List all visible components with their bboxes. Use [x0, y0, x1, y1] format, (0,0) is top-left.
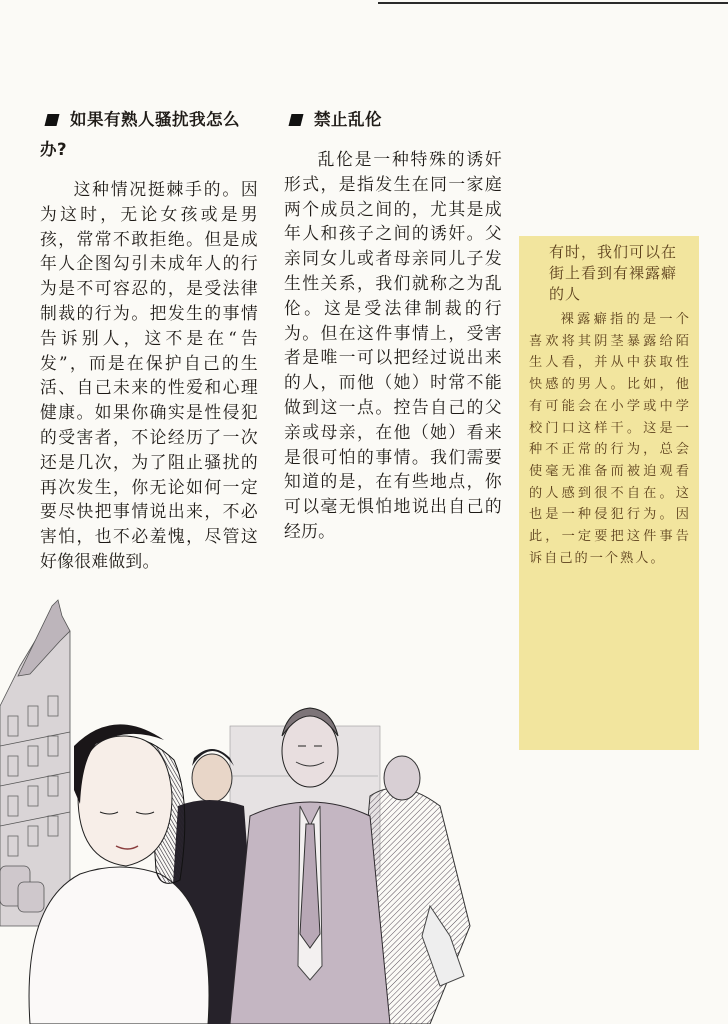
section-heading: [40, 105, 258, 165]
sidebar-lead: 有时，我们可以在街上看到有裸露癖的人: [549, 243, 678, 303]
sidebar-note: [519, 236, 699, 750]
section-heading: [284, 105, 502, 135]
section-heading-text: 禁止乱伦: [314, 110, 382, 129]
top-rule: [378, 2, 728, 4]
middle-column: [284, 105, 502, 544]
section-heading-text: 如果有熟人骚扰我怎么办?: [40, 110, 240, 159]
street-scene-illustration: [0, 596, 520, 1024]
sidebar-body: 裸露癖指的是一个喜欢将其阴茎暴露给陌生人看，并从中获取性快感的男人。比如，他有可能会在小学或中学校门口这样干。这是一种不正常的行为，总会使毫无准备而被迫观看的人感到很不自在。这也是一种侵犯行为。因此，一定要把这件事告诉自己的一个熟人。: [529, 312, 691, 566]
square-bullet-icon: [45, 114, 60, 126]
left-column: [40, 105, 258, 574]
section-body: 乱伦是一种特殊的诱奸形式，是指发生在同一家庭两个成员之间的，尤其是成年人和孩子之间的诱奸。父亲同女儿或者母亲同儿子发生性关系，我们就称之为乱伦。这是受法律制裁的行为。但在这件事情上，受害者是唯一可以把经过说出来的人，而他（她）时常不能做到这一点。控告自己的父亲或母亲，在他（她）看来是很可怕的事情。我们需要知道的是，在有些地点，你可以毫无惧怕地说出自己的经历。: [284, 149, 502, 541]
square-bullet-icon: [289, 114, 304, 126]
section-body: 这种情况挺棘手的。因为这时，无论女孩或是男孩，常常不敢拒绝。但是成年人企图勾引未成年人的行为是不可容忍的，是受法律制裁的行为。把发生的事情告诉别人，这不是在“告发”，而是在保护自己的生活、自己未来的性爱和心理健康。如果你确实是性侵犯的受害者，不论经历了一次还是几次，为了阻止骚扰的再次发生，你无论如何一定要尽快把事情说出来，不必害怕，也不必羞愧，尽管这好像很难做到。: [40, 179, 258, 571]
